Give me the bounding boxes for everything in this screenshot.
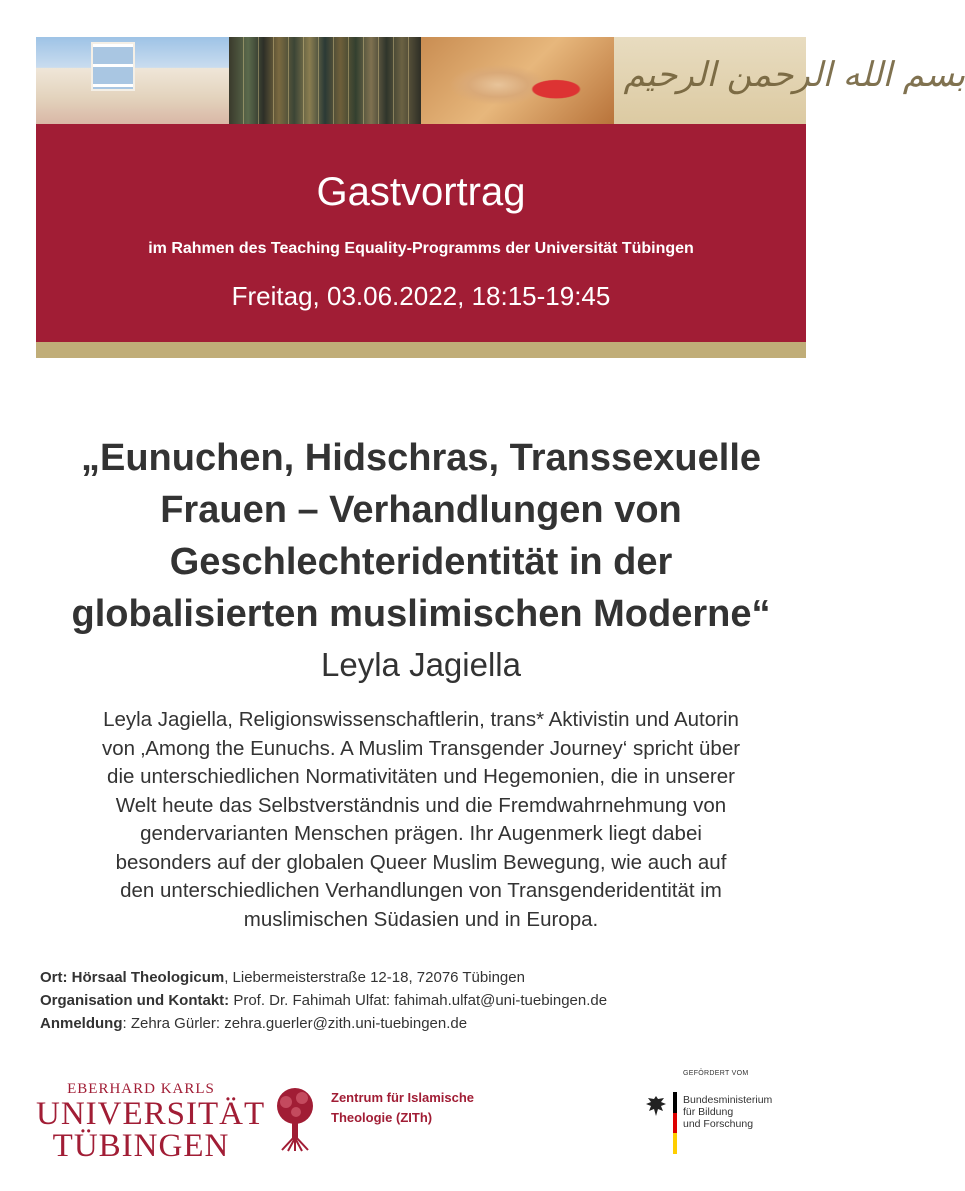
info-contact-value: Prof. Dr. Fahimah Ulfat: fahimah.ulfat@uni-tuebingen.de bbox=[229, 992, 608, 1009]
federal-eagle-icon bbox=[644, 1094, 668, 1118]
zith-tree-icon bbox=[274, 1086, 316, 1152]
description-line: Leyla Jagiella, Religionswissenschaftlerin, trans* Aktivistin und Autorin bbox=[103, 708, 739, 731]
info-location-label: Ort: bbox=[40, 969, 68, 986]
bmbf-line2: für Bildung bbox=[683, 1106, 734, 1118]
calligraphy-text: بسم الله الرحمن الرحيم bbox=[623, 55, 965, 95]
banner-photo-calligraphy bbox=[614, 37, 965, 124]
ut-logo-line2: UNIVERSITÄT bbox=[36, 1096, 266, 1132]
banner-photo-dervishes bbox=[421, 37, 614, 124]
info-registration-value: : Zehra Gürler: zehra.guerler@zith.uni-tuebingen.de bbox=[122, 1015, 468, 1032]
description-line: den unterschiedlichen Verhandlungen von Transgenderidentität im bbox=[120, 879, 722, 902]
university-tuebingen-logo bbox=[36, 1080, 266, 1164]
bmbf-funded-label: GEFÖRDERT VOM bbox=[683, 1070, 749, 1077]
event-title-line: „Eunuchen, Hidschras, Transsexuelle bbox=[80, 437, 762, 479]
info-location-place: Hörsaal Theologicum bbox=[71, 969, 225, 986]
description-line: Welt heute das Selbstverständnis und die Fremdwahrnehmung von bbox=[115, 793, 727, 817]
banner-photo-building bbox=[36, 37, 229, 124]
info-contact-label: Organisation und Kontakt: bbox=[40, 992, 230, 1009]
info-location bbox=[40, 966, 810, 989]
ut-logo-line1: EBERHARD KARLS bbox=[67, 1081, 215, 1097]
header-date: Freitag, 03.06.2022, 18:15-19:45 bbox=[231, 281, 611, 311]
bmbf-line1: Bundesministerium bbox=[683, 1094, 773, 1106]
description-line: gendervarianten Menschen prägen. Ihr Augenmerk liegt dabei bbox=[140, 822, 702, 845]
description-line: von ‚Among the Eunuchs. A Muslim Transgender Journey‘ spricht über bbox=[101, 736, 741, 760]
header-subtitle: im Rahmen des Teaching Equality-Programms der Universität Tübingen bbox=[148, 240, 694, 257]
event-title-line: Geschlechteridentität in der bbox=[169, 541, 673, 583]
info-registration-label: Anmeldung bbox=[40, 1015, 123, 1032]
building-window-shape bbox=[91, 42, 135, 91]
zith-line2: Theologie (ZITh) bbox=[331, 1110, 433, 1125]
event-info bbox=[40, 966, 810, 1035]
event-title bbox=[30, 432, 812, 640]
description-line: die unterschiedlichen Normativitäten und Hegemonien, die in unserer bbox=[107, 765, 735, 788]
zith-logo-text bbox=[331, 1088, 531, 1128]
event-description bbox=[40, 706, 802, 934]
info-location-address: , Liebermeisterstraße 12-18, 72076 Tübingen bbox=[224, 969, 525, 986]
speaker-name: Leyla Jagiella bbox=[321, 646, 521, 683]
info-registration bbox=[40, 1012, 810, 1035]
ut-logo-line3: TÜBINGEN bbox=[52, 1128, 230, 1164]
banner-photo-books bbox=[229, 37, 422, 124]
header-gold-band bbox=[36, 342, 806, 358]
books-spine-lines bbox=[229, 37, 422, 124]
bmbf-logo-text bbox=[683, 1094, 803, 1130]
description-line: muslimischen Südasien und in Europa. bbox=[243, 907, 599, 931]
header-title: Gastvortrag bbox=[316, 170, 526, 214]
zith-line1: Zentrum für Islamische bbox=[331, 1090, 475, 1105]
banner-images bbox=[36, 37, 965, 124]
german-flag-stripe bbox=[673, 1092, 677, 1154]
bmbf-line3: und Forschung bbox=[683, 1118, 754, 1130]
info-contact bbox=[40, 989, 810, 1012]
event-title-line: Frauen – Verhandlungen von bbox=[160, 489, 682, 531]
description-line: besonders auf der globalen Queer Muslim Bewegung, wie auch auf bbox=[115, 850, 727, 874]
event-title-line: globalisierten muslimischen Moderne“ bbox=[71, 593, 771, 635]
